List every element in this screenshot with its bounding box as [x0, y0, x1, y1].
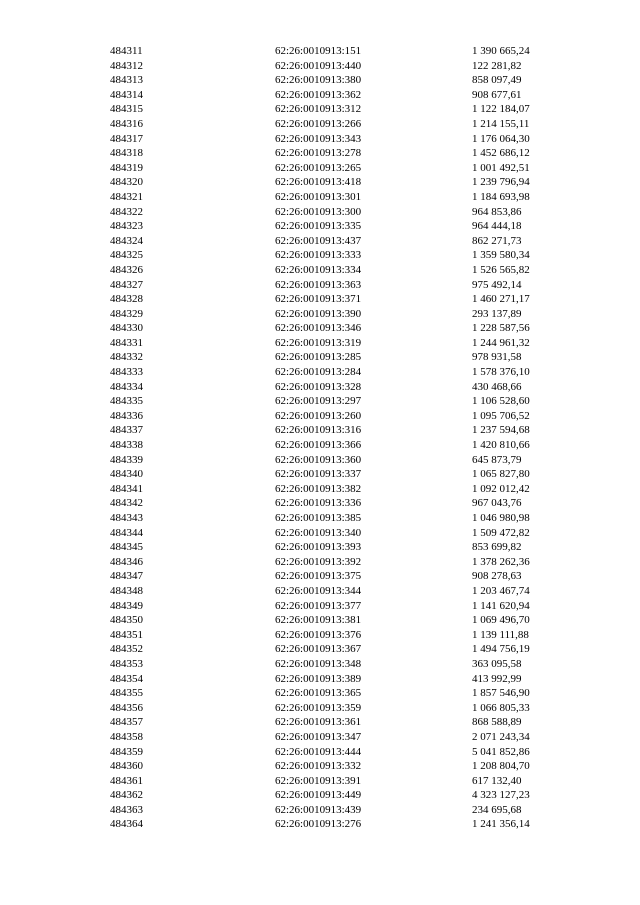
row-number-cell: 484340	[110, 468, 143, 481]
cadastral-value-cell: 1 203 467,74	[472, 584, 530, 597]
cadastral-value-cell: 413 992,99	[472, 672, 522, 685]
table-row	[110, 278, 550, 293]
cadastral-value-cell: 964 444,18	[472, 220, 522, 233]
row-number-cell: 484332	[110, 351, 143, 364]
row-number-cell: 484344	[110, 526, 143, 539]
cadastral-value-cell: 1 390 665,24	[472, 45, 530, 57]
row-number-cell: 484329	[110, 307, 143, 320]
cadastral-number-cell: 62:26:0010913:377	[275, 599, 362, 612]
table-row	[110, 584, 550, 599]
row-number-cell: 484354	[110, 672, 143, 685]
table-row	[110, 686, 550, 701]
table-row	[110, 730, 550, 745]
cadastral-value-cell: 1 106 528,60	[472, 395, 530, 408]
cadastral-number-cell: 62:26:0010913:418	[275, 176, 362, 189]
row-number-cell: 484359	[110, 745, 143, 758]
cadastral-value-cell: 1 460 271,17	[472, 293, 530, 306]
row-number-cell: 484322	[110, 205, 143, 218]
row-number-cell: 484312	[110, 59, 143, 72]
cadastral-value-cell: 1 214 155,11	[472, 117, 530, 130]
cadastral-number-cell: 62:26:0010913:340	[275, 526, 362, 539]
cadastral-value-cell: 363 095,58	[472, 657, 522, 670]
table-row	[110, 423, 550, 438]
cadastral-value-cell: 1 237 594,68	[472, 424, 530, 437]
table-row	[110, 745, 550, 760]
cadastral-value-cell: 964 853,86	[472, 205, 522, 218]
cadastral-value-cell: 1 228 587,56	[472, 322, 530, 335]
cadastral-number-cell: 62:26:0010913:437	[275, 234, 362, 247]
cadastral-number-cell: 62:26:0010913:276	[275, 818, 362, 831]
row-number-cell: 484347	[110, 570, 143, 583]
row-number-cell: 484316	[110, 117, 143, 130]
cadastral-number-cell: 62:26:0010913:328	[275, 380, 362, 393]
row-number-cell: 484343	[110, 512, 143, 524]
cadastral-value-cell: 858 097,49	[472, 74, 522, 87]
table-row	[110, 496, 550, 511]
row-number-cell: 484318	[110, 147, 143, 160]
cadastral-value-cell: 1 239 796,94	[472, 176, 530, 189]
row-number-cell: 484348	[110, 584, 143, 597]
row-number-cell: 484317	[110, 132, 143, 145]
cadastral-number-cell: 62:26:0010913:361	[275, 716, 362, 729]
row-number-cell: 484360	[110, 760, 143, 773]
cadastral-value-cell: 908 278,63	[472, 570, 522, 583]
cadastral-value-cell: 1 857 546,90	[472, 687, 530, 700]
table-row	[110, 526, 550, 541]
cadastral-value-cell: 234 695,68	[472, 803, 522, 816]
table-row	[110, 628, 550, 643]
cadastral-number-cell: 62:26:0010913:348	[275, 657, 362, 670]
cadastral-number-cell: 62:26:0010913:392	[275, 555, 362, 568]
cadastral-value-cell: 908 677,61	[472, 88, 522, 101]
cadastral-number-cell: 62:26:0010913:365	[275, 687, 362, 700]
cadastral-value-cell: 5 041 852,86	[472, 745, 530, 758]
cadastral-value-cell: 122 281,82	[472, 59, 522, 72]
table-row	[110, 409, 550, 424]
table-row	[110, 788, 550, 803]
table-row	[110, 642, 550, 657]
cadastral-value-cell: 868 588,89	[472, 716, 522, 729]
cadastral-value-cell: 975 492,14	[472, 278, 522, 291]
cadastral-number-cell: 62:26:0010913:319	[275, 336, 362, 349]
row-number-cell: 484330	[110, 322, 143, 335]
table-row	[110, 190, 550, 205]
cadastral-value-cell: 1 069 496,70	[472, 614, 530, 627]
cadastral-number-cell: 62:26:0010913:284	[275, 366, 362, 379]
row-number-cell: 484321	[110, 190, 143, 203]
row-number-cell: 484364	[110, 818, 143, 831]
cadastral-number-cell: 62:26:0010913:337	[275, 468, 362, 481]
table-row	[110, 350, 550, 365]
row-number-cell: 484311	[110, 45, 143, 57]
cadastral-value-cell: 1 184 693,98	[472, 190, 530, 203]
cadastral-value-cell: 1 141 620,94	[472, 599, 530, 612]
table-row	[110, 672, 550, 687]
cadastral-number-cell: 62:26:0010913:347	[275, 730, 362, 743]
table-row	[110, 321, 550, 336]
cadastral-value-cell: 1 359 580,34	[472, 249, 530, 262]
cadastral-number-cell: 62:26:0010913:344	[275, 584, 362, 597]
row-number-cell: 484353	[110, 657, 143, 670]
cadastral-number-cell: 62:26:0010913:375	[275, 570, 362, 583]
cadastral-number-cell: 62:26:0010913:316	[275, 424, 362, 437]
cadastral-number-cell: 62:26:0010913:390	[275, 307, 362, 320]
row-number-cell: 484356	[110, 701, 143, 714]
cadastral-value-cell: 1 095 706,52	[472, 409, 530, 422]
table-row	[110, 161, 550, 176]
row-number-cell: 484361	[110, 774, 143, 787]
cadastral-value-cell: 978 931,58	[472, 351, 522, 364]
table-row	[110, 701, 550, 716]
row-number-cell: 484352	[110, 643, 143, 656]
row-number-cell: 484345	[110, 541, 143, 554]
cadastral-number-cell: 62:26:0010913:266	[275, 117, 362, 130]
row-number-cell: 484363	[110, 803, 143, 816]
cadastral-number-cell: 62:26:0010913:285	[275, 351, 362, 364]
row-number-cell: 484331	[110, 336, 143, 349]
cadastral-number-cell: 62:26:0010913:391	[275, 774, 362, 787]
cadastral-number-cell: 62:26:0010913:393	[275, 541, 362, 554]
cadastral-number-cell: 62:26:0010913:346	[275, 322, 362, 335]
cadastral-value-cell: 1 176 064,30	[472, 132, 530, 145]
cadastral-value-cell: 1 122 184,07	[472, 103, 530, 116]
row-number-cell: 484314	[110, 88, 143, 101]
row-number-cell: 484324	[110, 234, 143, 247]
cadastral-number-cell: 62:26:0010913:366	[275, 439, 362, 452]
cadastral-value-cell: 1 046 980,98	[472, 512, 530, 524]
table-row	[110, 482, 550, 497]
cadastral-value-cell: 293 137,89	[472, 307, 522, 320]
row-number-cell: 484350	[110, 614, 143, 627]
cadastral-value-cell: 862 271,73	[472, 234, 522, 247]
table-row	[110, 657, 550, 672]
table-row	[110, 467, 550, 482]
cadastral-value-cell: 1 139 111,88	[472, 628, 529, 641]
table-row	[110, 817, 550, 832]
table-row	[110, 555, 550, 570]
table-row	[110, 117, 550, 132]
table-row	[110, 759, 550, 774]
table-row	[110, 234, 550, 249]
cadastral-value-cell: 2 071 243,34	[472, 730, 530, 743]
cadastral-value-table	[110, 44, 550, 832]
cadastral-number-cell: 62:26:0010913:440	[275, 59, 362, 72]
cadastral-value-cell: 1 241 356,14	[472, 818, 530, 831]
row-number-cell: 484328	[110, 293, 143, 306]
cadastral-value-cell: 1 420 810,66	[472, 439, 530, 452]
row-number-cell: 484355	[110, 687, 143, 700]
cadastral-number-cell: 62:26:0010913:360	[275, 453, 362, 466]
row-number-cell: 484337	[110, 424, 143, 437]
table-row	[110, 59, 550, 74]
cadastral-number-cell: 62:26:0010913:335	[275, 220, 362, 233]
cadastral-number-cell: 62:26:0010913:363	[275, 278, 362, 291]
row-number-cell: 484335	[110, 395, 143, 408]
cadastral-value-cell: 4 323 127,23	[472, 789, 530, 802]
table-row	[110, 205, 550, 220]
table-row	[110, 132, 550, 147]
cadastral-number-cell: 62:26:0010913:343	[275, 132, 362, 145]
cadastral-number-cell: 62:26:0010913:382	[275, 482, 362, 495]
table-body	[110, 44, 550, 832]
cadastral-number-cell: 62:26:0010913:359	[275, 701, 362, 714]
cadastral-number-cell: 62:26:0010913:381	[275, 614, 362, 627]
row-number-cell: 484323	[110, 220, 143, 233]
table-row	[110, 263, 550, 278]
cadastral-value-cell: 1 065 827,80	[472, 468, 530, 481]
table-row	[110, 44, 550, 59]
row-number-cell: 484338	[110, 439, 143, 452]
table-row	[110, 248, 550, 263]
cadastral-value-cell: 1 244 961,32	[472, 336, 530, 349]
cadastral-value-cell: 853 699,82	[472, 541, 522, 554]
cadastral-number-cell: 62:26:0010913:265	[275, 161, 362, 174]
cadastral-number-cell: 62:26:0010913:278	[275, 147, 362, 160]
row-number-cell: 484325	[110, 249, 143, 262]
table-row	[110, 453, 550, 468]
cadastral-value-cell: 1 001 492,51	[472, 161, 530, 174]
cadastral-value-cell: 1 066 805,33	[472, 701, 530, 714]
table-row	[110, 438, 550, 453]
cadastral-number-cell: 62:26:0010913:444	[275, 745, 362, 758]
table-row	[110, 219, 550, 234]
row-number-cell: 484358	[110, 730, 143, 743]
table-row	[110, 569, 550, 584]
cadastral-number-cell: 62:26:0010913:332	[275, 760, 362, 773]
cadastral-number-cell: 62:26:0010913:376	[275, 628, 362, 641]
table-row	[110, 599, 550, 614]
cadastral-number-cell: 62:26:0010913:334	[275, 263, 362, 276]
table-row	[110, 613, 550, 628]
cadastral-value-cell: 967 043,76	[472, 497, 522, 510]
cadastral-value-cell: 1 494 756,19	[472, 643, 530, 656]
cadastral-number-cell: 62:26:0010913:297	[275, 395, 362, 408]
row-number-cell: 484327	[110, 278, 143, 291]
cadastral-value-cell: 617 132,40	[472, 774, 522, 787]
cadastral-value-cell: 1 378 262,36	[472, 555, 530, 568]
row-number-cell: 484339	[110, 453, 143, 466]
cadastral-value-cell: 1 208 804,70	[472, 760, 530, 773]
cadastral-number-cell: 62:26:0010913:300	[275, 205, 362, 218]
table-row	[110, 292, 550, 307]
row-number-cell: 484320	[110, 176, 143, 189]
row-number-cell: 484346	[110, 555, 143, 568]
cadastral-value-cell: 1 578 376,10	[472, 366, 530, 379]
cadastral-value-cell: 1 526 565,82	[472, 263, 530, 276]
table-row	[110, 336, 550, 351]
cadastral-number-cell: 62:26:0010913:439	[275, 803, 362, 816]
cadastral-value-cell: 430 468,66	[472, 380, 522, 393]
cadastral-number-cell: 62:26:0010913:385	[275, 512, 362, 524]
table-row	[110, 307, 550, 322]
table-row	[110, 365, 550, 380]
row-number-cell: 484362	[110, 789, 143, 802]
cadastral-number-cell: 62:26:0010913:380	[275, 74, 362, 87]
cadastral-number-cell: 62:26:0010913:449	[275, 789, 362, 802]
cadastral-number-cell: 62:26:0010913:260	[275, 409, 362, 422]
cadastral-number-cell: 62:26:0010913:371	[275, 293, 362, 306]
row-number-cell: 484336	[110, 409, 143, 422]
cadastral-number-cell: 62:26:0010913:362	[275, 88, 362, 101]
table-row	[110, 146, 550, 161]
cadastral-number-cell: 62:26:0010913:333	[275, 249, 362, 262]
cadastral-number-cell: 62:26:0010913:301	[275, 190, 362, 203]
row-number-cell: 484313	[110, 74, 143, 87]
row-number-cell: 484351	[110, 628, 143, 641]
table-row	[110, 380, 550, 395]
table-row	[110, 73, 550, 88]
row-number-cell: 484319	[110, 161, 143, 174]
cadastral-value-cell: 1 092 012,42	[472, 482, 530, 495]
row-number-cell: 484349	[110, 599, 143, 612]
table-row	[110, 394, 550, 409]
row-number-cell: 484341	[110, 482, 143, 495]
table-row	[110, 803, 550, 818]
row-number-cell: 484334	[110, 380, 143, 393]
row-number-cell: 484333	[110, 366, 143, 379]
cadastral-number-cell: 62:26:0010913:336	[275, 497, 362, 510]
table-row	[110, 102, 550, 117]
table-row	[110, 175, 550, 190]
row-number-cell: 484342	[110, 497, 143, 510]
cadastral-number-cell: 62:26:0010913:151	[275, 45, 362, 57]
table-row	[110, 540, 550, 555]
cadastral-value-cell: 1 452 686,12	[472, 147, 530, 160]
table-row	[110, 715, 550, 730]
row-number-cell: 484357	[110, 716, 143, 729]
cadastral-number-cell: 62:26:0010913:312	[275, 103, 362, 116]
table-row	[110, 511, 550, 526]
cadastral-value-cell: 1 509 472,82	[472, 526, 530, 539]
table-row	[110, 88, 550, 103]
cadastral-number-cell: 62:26:0010913:367	[275, 643, 362, 656]
row-number-cell: 484326	[110, 263, 143, 276]
cadastral-number-cell: 62:26:0010913:389	[275, 672, 362, 685]
row-number-cell: 484315	[110, 103, 143, 116]
table-row	[110, 774, 550, 789]
cadastral-value-cell: 645 873,79	[472, 453, 522, 466]
